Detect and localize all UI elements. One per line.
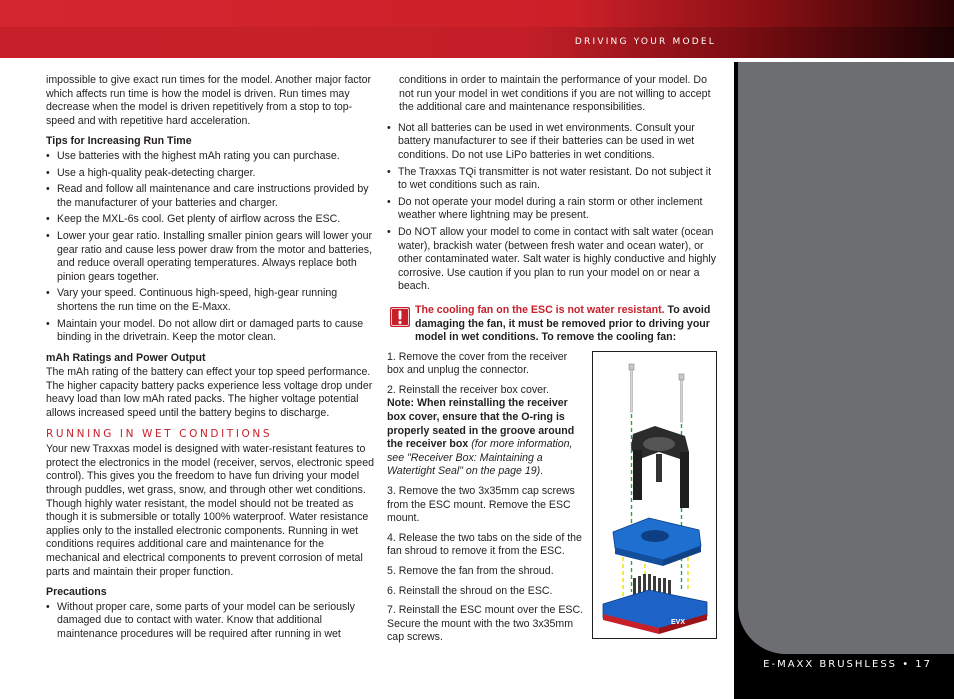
- list-item: • Do NOT allow your model to come in contact with salt water (ocean water), brackish water (between fresh water and ocean water), or other contaminated water. Salt water is highly conductive and highly corrosive. Use caution if you plan to run your model on or near a beach.: [387, 226, 720, 294]
- step-item: 1. Remove the cover from the receiver box and unplug the connector.: [387, 350, 568, 377]
- warning-icon: [389, 306, 411, 328]
- list-item: • Do not operate your model during a rain storm or other inclement weather where lightning may be present.: [387, 196, 720, 223]
- list-item: • Without proper care, some parts of your model can be seriously damaged due to contact with water. Know that additional maintenance procedures will be required after running in wet: [46, 601, 376, 642]
- fan-warning: [387, 304, 720, 345]
- step-end: .: [540, 465, 544, 478]
- list-item: • Vary your speed. Continuous high-speed, high-gear running shortens the run time on the E-Maxx.: [46, 287, 376, 314]
- header-bar: [0, 0, 954, 58]
- step-item: [387, 384, 587, 479]
- column-left: [46, 74, 376, 649]
- list-item: • The Traxxas TQi transmitter is not water resistant. Do not subject it to wet conditions such as rain.: [387, 166, 720, 193]
- section-title: DRIVING YOUR MODEL: [574, 37, 716, 47]
- esc-diagram-illustration: [593, 352, 716, 638]
- precaution-continued: conditions in order to maintain the performance of your model. Do not run your model in wet conditions if you are not willing to accept the additional care and maintenance responsibilities.: [399, 74, 711, 114]
- list-item: • Lower your gear ratio. Installing smaller pinion gears will lower your gear ratio and cause less power draw from the motor and batteries, and reduce overall operating temperatures. Always replace both pinion gears together.: [46, 230, 376, 284]
- list-item: • Not all batteries can be used in wet environments. Consult your battery manufacturer to see if their batteries can be used in wet conditions. Do not use LiPo batteries in wet conditions.: [387, 122, 720, 163]
- intro-paragraph: impossible to give exact run times for the model. Another major factor which affects run time is how the model is driven. Run times may decrease when the model is driven repetitively from a stop to top-speed and with repetitive hard acceleration.: [46, 74, 372, 127]
- tips-heading: Tips for Increasing Run Time: [46, 135, 192, 148]
- step-item: 4. Release the two tabs on the side of the fan shroud to remove it from the ESC.: [387, 531, 582, 558]
- fan-removal-steps: [387, 351, 587, 645]
- step-text: 2. Reinstall the receiver box cover.: [387, 383, 549, 396]
- esc-exploded-diagram: [592, 351, 717, 639]
- header-bar-highlight: [0, 0, 954, 27]
- wet-conditions-paragraph: Your new Traxxas model is designed with water-resistant features to protect the electronics in the model (receiver, servos, electronic speed control). This gives you the freedom to have fun driving your model through puddles, wet grass, snow, and through other wet conditions. Though highly water resistant, the model should not be treated as though it is submersible or totally 100% waterproof. Water resistance applies only to the installed electronic components. Running in wet conditions requires additional care and maintenance for the mechanical and electrical components to prevent corrosion of metal parts and maintain their proper function.: [46, 443, 374, 578]
- list-item: • Use a high-quality peak-detecting charger.: [46, 167, 376, 181]
- step-note: Note: When reinstalling the receiver box cover, ensure that the O-ring is properly seated in the groove around the receiver box: [387, 397, 575, 451]
- step-reference: (for more information, see "Receiver Box: Maintaining a Watertight Seal" on the page 19): [387, 438, 573, 478]
- list-item: • Keep the MXL-6s cool. Get plenty of airflow across the ESC.: [46, 213, 376, 227]
- precautions-list-start: [46, 601, 376, 642]
- page-footer: E-MAXX BRUSHLESS • 17: [763, 659, 932, 670]
- wet-conditions-heading: RUNNING IN WET CONDITIONS: [46, 427, 273, 440]
- step-item: 6. Reinstall the shroud on the ESC.: [387, 584, 553, 597]
- precautions-heading: Precautions: [46, 586, 107, 599]
- sidebar-grey-panel: [738, 62, 954, 654]
- warning-black-text: To avoid damaging the fan, it must be removed prior to driving your model in wet conditions. To remove the cooling fan:: [415, 303, 711, 344]
- list-item: • Use batteries with the highest mAh rating you can purchase.: [46, 150, 376, 164]
- warning-red-text: The cooling fan on the ESC is not water resistant.: [415, 303, 665, 316]
- list-item: • Maintain your model. Do not allow dirt or damaged parts to cause binding in the drivetrain. Keep the motor clean.: [46, 318, 376, 345]
- list-item: • Read and follow all maintenance and care instructions provided by the manufacturer of your batteries and charger.: [46, 183, 376, 210]
- mah-paragraph: The mAh rating of the battery can effect your top speed performance. The higher capacity battery packs experience less voltage drop under heavy load than low mAh rated packs. The higher voltage potential allows increased speed until the battery begins to discharge.: [46, 366, 373, 420]
- step-item: 7. Reinstall the ESC mount over the ESC. Secure the mount with the two 3x35mm cap screws.: [387, 604, 584, 644]
- step-item: 3. Remove the two 3x35mm cap screws from the ESC mount. Remove the ESC mount.: [387, 485, 575, 525]
- mah-heading: mAh Ratings and Power Output: [46, 351, 206, 364]
- precautions-list: [387, 122, 720, 294]
- esc-brand-label: EVX: [671, 619, 686, 626]
- tips-list: [46, 150, 376, 345]
- step-item: 5. Remove the fan from the shroud.: [387, 565, 554, 577]
